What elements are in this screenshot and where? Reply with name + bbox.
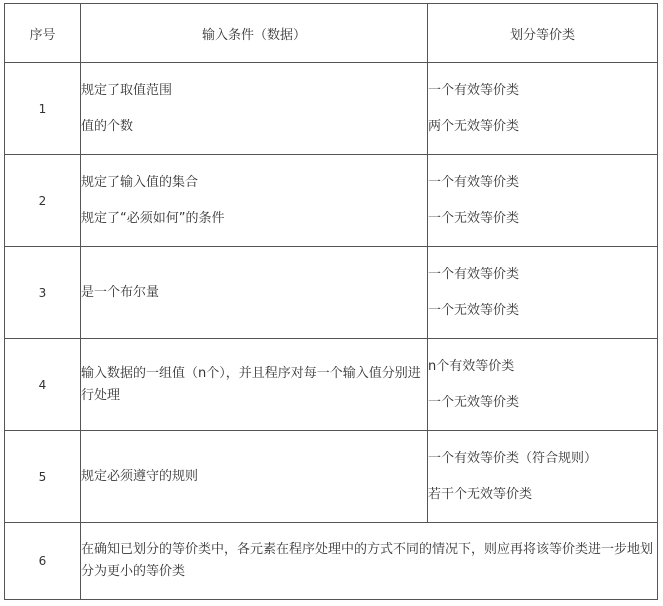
equivalence-class-table (4, 3, 658, 600)
condition-text: 输入数据的一组值（n个），并且程序对每一个输入值分别进行处理 (81, 365, 421, 403)
header-index: 序号 (5, 4, 81, 63)
table-row (5, 247, 658, 339)
row-conditions (81, 155, 428, 247)
header-condition: 输入条件（数据） (81, 4, 428, 63)
table-row (5, 155, 658, 247)
row-index: 6 (5, 523, 81, 600)
table-row (5, 523, 658, 600)
condition-text: 规定必须遵守的规则 (81, 468, 199, 484)
header-classes: 划分等价类 (428, 4, 658, 63)
class-text: n个有效等价类 (428, 358, 515, 374)
class-text: 一个有效等价类 (428, 266, 520, 282)
header-row (5, 4, 658, 63)
class-text: 一个无效等价类 (428, 302, 520, 318)
class-text: 若干个无效等价类 (428, 486, 533, 502)
condition-text: 规定了输入值的集合 (81, 174, 199, 190)
row-conditions (81, 247, 428, 339)
class-text: 一个无效等价类 (428, 394, 520, 410)
class-text: 一个有效等价类（符合规则） (428, 450, 598, 466)
class-text: 两个无效等价类 (428, 118, 520, 134)
table-row (5, 431, 658, 523)
row-index: 3 (5, 247, 81, 339)
table-row (5, 339, 658, 431)
row-conditions (81, 339, 428, 431)
row-classes (428, 155, 658, 247)
row-classes (428, 339, 658, 431)
class-text: 一个有效等价类 (428, 174, 520, 190)
row-index: 4 (5, 339, 81, 431)
row-index: 5 (5, 431, 81, 523)
row-conditions (81, 63, 428, 155)
row-index: 1 (5, 63, 81, 155)
condition-text: 是一个布尔量 (81, 284, 160, 300)
condition-text: 在确知已划分的等价类中，各元素在程序处理中的方式不同的情况下，则应再将该等价类进一步地划分为更小的等价类 (81, 542, 654, 579)
table-row (5, 63, 658, 155)
class-text: 一个无效等价类 (428, 210, 520, 226)
class-text: 一个有效等价类 (428, 82, 520, 98)
condition-text: 值的个数 (81, 118, 134, 134)
row-conditions (81, 431, 428, 523)
row-classes (428, 63, 658, 155)
condition-text: 规定了“必须如何”的条件 (81, 210, 225, 226)
row-index: 2 (5, 155, 81, 247)
condition-text: 规定了取值范围 (81, 82, 173, 98)
row-classes (428, 247, 658, 339)
row-conditions (81, 523, 658, 600)
row-classes (428, 431, 658, 523)
